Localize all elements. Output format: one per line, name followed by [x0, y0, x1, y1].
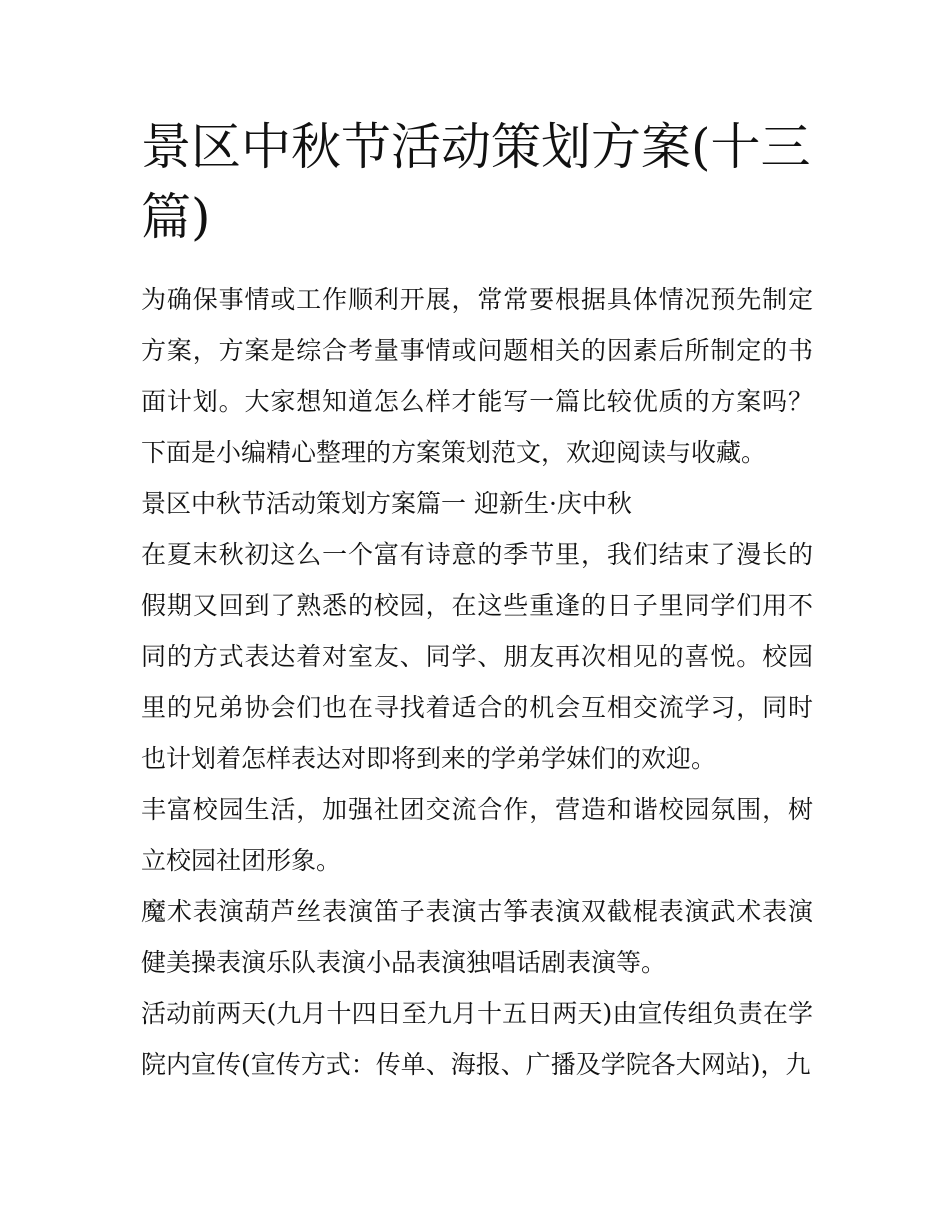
body-paragraph-2: 丰富校园生活，加强社团交流合作，营造和谐校园氛围，树立校园社团形象。: [141, 795, 813, 875]
intro-paragraph: 为确保事情或工作顺利开展，常常要根据具体情况预先制定方案，方案是综合考量事情或问题相关的因素后所制定的书面计划。大家想知道怎么样才能写一篇比较优质的方案吗？下面是小编精心整理的方案策划范文，欢迎阅读与收藏。: [141, 285, 813, 467]
section-heading: 景区中秋节活动策划方案篇一 迎新生·庆中秋: [141, 489, 632, 518]
document-body: [141, 112, 813, 1090]
document-title: 景区中秋节活动策划方案(十三篇): [141, 118, 811, 246]
body-paragraph-4: 活动前两天(九月十四日至九月十五日两天)由宣传组负责在学院内宣传(宣传方式：传单、海报、广播及学院各大网站)，九: [141, 999, 813, 1079]
body-paragraph-3: 魔术表演葫芦丝表演笛子表演古筝表演双截棍表演武术表演健美操表演乐队表演小品表演独唱话剧表演等。: [141, 897, 813, 977]
body-paragraph-1: 在夏末秋初这么一个富有诗意的季节里，我们结束了漫长的假期又回到了熟悉的校园，在这些重逢的日子里同学们用不同的方式表达着对室友、同学、朋友再次相见的喜悦。校园里的兄弟协会们也在寻找着适合的机会互相交流学习，同时也计划着怎样表达对即将到来的学弟学妹们的欢迎。: [141, 540, 813, 773]
